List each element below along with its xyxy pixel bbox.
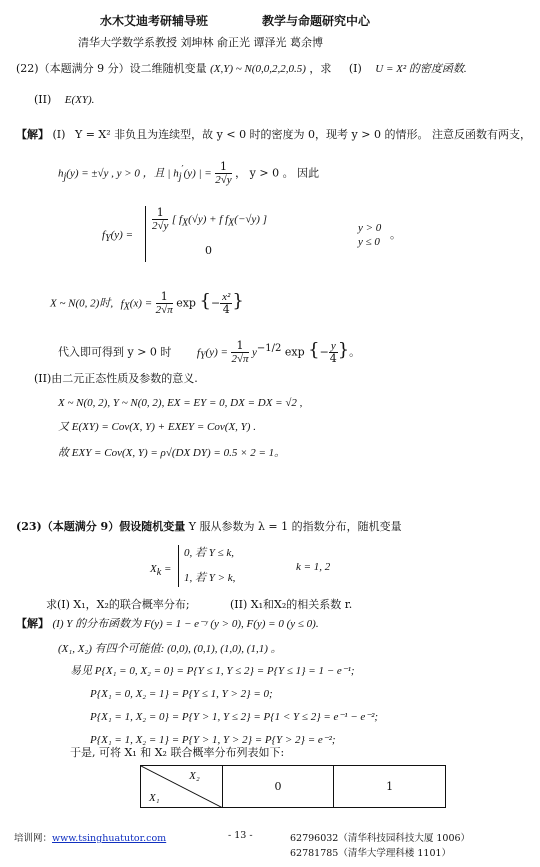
q23-case1: 0, 若 Y ≤ k, xyxy=(184,547,235,559)
q22-part1-label: (I) xyxy=(348,62,362,75)
sol23-l2: (X₁, X₂) 有四个可能值: (0,0), (0,1), (1,0), (1,1) 。 xyxy=(58,643,282,655)
fy-case2: 0 xyxy=(205,244,212,257)
header-center: 教学与命题研究中心 xyxy=(262,14,371,28)
footer-phone2: 62781785（清华大学理科楼 1101） xyxy=(290,848,452,859)
sol23-l6: P{X₁ = 1, X₂ = 1} = P{Y > 1, Y > 2} = P{Y > 2} = e⁻²; xyxy=(90,734,336,746)
q23-brace xyxy=(178,545,179,587)
q22-ask: ，求 xyxy=(309,62,332,75)
fy-cond2: y ≤ 0 xyxy=(358,236,380,248)
footer-phone1: 62796032（清华科技园科技大厦 1006） xyxy=(290,833,471,844)
table-corner-cell xyxy=(141,766,223,808)
fy2-line: 代入即可得到 y > 0 时 $f_Y(y)$ = $\frac{1}{2√\pi}$ $y^{-1/2}$ exp {− $\frac{y}{4}$ }。 xyxy=(58,339,361,365)
sol22-p2-line2: 又 E(XY) = Cov(X, Y) + EXEY = Cov(X, Y) . xyxy=(58,421,256,433)
fy-brace xyxy=(145,206,146,262)
q23-ask1: 求(I) X₁，X₂的联合概率分布; xyxy=(46,598,190,611)
header-title: 水木艾迪考研辅导班 xyxy=(100,14,209,28)
sol22-line1-text: Y = X² 非负且为连续型，故 y < 0 时的密度为 0，现考 y > 0 的情形。 注意反函数有两支， xyxy=(74,128,531,141)
sol22-tag: 【解】 xyxy=(16,128,49,141)
fy-cond-end: 。 xyxy=(390,228,401,241)
fy-lhs: $f_Y(y)$ = xyxy=(102,229,134,245)
table-col-1: 1 xyxy=(334,766,446,808)
q23-ask2: (II) X₁和X₂的相关系数 r. xyxy=(230,598,353,611)
table-row-var: X₁ xyxy=(149,792,160,804)
sol22-part2-head: (II)由二元正态性质及参数的意义. xyxy=(34,372,198,385)
table-col-var: X₂ xyxy=(189,770,200,782)
sol22-p2-line3: 故 EXY = Cov(X, Y) = ρ√(DX DY) = 0.5 × 2 = 1。 xyxy=(58,447,286,459)
footer-page-number: - 13 - xyxy=(228,830,253,841)
joint-distribution-table xyxy=(140,765,446,808)
q23-case2: 1, 若 Y > k, xyxy=(184,572,236,584)
sol23-l3: 易见 P{X₁ = 0, X₂ = 0} = P{Y ≤ 1, Y ≤ 2} = P{Y ≤ 1} = 1 − e⁻¹; xyxy=(70,665,355,677)
q22-part2-text: E(XY). xyxy=(64,94,95,106)
sol23-l7: 于是, 可将 X₁ 和 X₂ 联合概率分布列表如下: xyxy=(70,746,285,759)
q23-lead: (23)（本题满分 9）假设随机变量 Y 服从参数为 λ = 1 的指数分布，随机变量 xyxy=(16,520,402,533)
q22-part2 xyxy=(34,93,94,107)
sol23-l1: 【解】 (I) Y 的分布函数为 F(y) = 1 − e⁻ʸ (y > 0), F(y) = 0 (y ≤ 0). xyxy=(16,617,319,630)
footer-site: 培训网：www.tsinghuatutor.com xyxy=(14,833,167,844)
sol23-l5: P{X₁ = 1, X₂ = 0} = P{Y > 1, Y ≤ 2} = P{1 < Y ≤ 2} = e⁻¹ − e⁻²; xyxy=(90,711,379,723)
q22-part2-label: (II) xyxy=(34,93,52,106)
sol23-l4: P{X₁ = 0, X₂ = 1} = P{Y ≤ 1, Y > 2} = 0; xyxy=(90,688,273,700)
q22-dist: (X,Y) ~ N(0,0,2,2,0.5) xyxy=(210,63,306,75)
sol22-part1-label: (I) xyxy=(52,128,66,141)
fy-cond1: y > 0 xyxy=(358,222,382,234)
hj-fraction: $\frac{1}{2√y}$ xyxy=(215,160,232,186)
q22-part1: U = X² 的密度函数. xyxy=(375,63,467,75)
sol22-line1 xyxy=(16,128,531,142)
fx-line: X ~ N(0, 2)时, $f_X(x)$ = $\frac{1}{2√\pi}$ exp {− $\frac{\text{x²}}{4}$ } xyxy=(50,290,244,316)
q22-lead: (22)（本题满分 9 分）设二维随机变量 xyxy=(16,62,207,75)
table-col-0: 0 xyxy=(222,766,334,808)
sol22-p2-line1: X ~ N(0, 2), Y ~ N(0, 2), EX = EY = 0, DX = DX = √2 , xyxy=(58,397,303,409)
sol22-hj-line: $h_j(y) = \pm√y$ , y > 0 ，且 | $h_j'(y)$ | = $\frac{1}{2√y}$ ， y > 0 。 因此 xyxy=(58,160,320,186)
footer-url-link[interactable]: www.tsinghuatutor.com xyxy=(52,833,167,844)
header-authors: 清华大学数学系教授 刘坤林 俞正光 谭泽光 葛余博 xyxy=(78,36,323,49)
q23-xk: $X_k$ = xyxy=(150,563,172,579)
fy-case1: $\frac{1}{2√y}$ [ $f_X(√y) + f$ $f_X(-√y)$ ] xyxy=(152,206,267,232)
q22-text xyxy=(16,62,467,76)
q23-k-range: k = 1, 2 xyxy=(296,561,331,573)
